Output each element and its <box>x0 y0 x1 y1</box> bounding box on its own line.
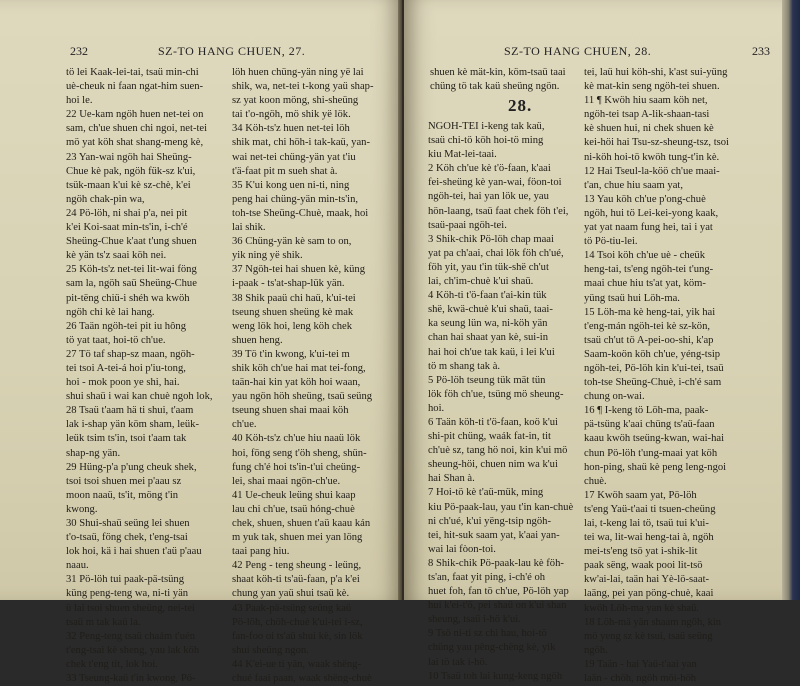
text-line: ü lai tsoi shuen sheüng, nei-tei <box>66 602 195 614</box>
text-line: 33 Tseung-kaü t'in kwong, Pö- <box>66 673 196 685</box>
text-line: toh-tse Sheüng-Chuè, i-ch'é sam <box>584 377 722 389</box>
text-line: yau ngön höh sheüng, tsaü seüng <box>232 391 373 403</box>
text-line: shaat köh-ti ts'aü-faan, p'a k'ei <box>232 574 360 586</box>
text-line: chung yan yaü shui tsaü kè. <box>232 588 350 600</box>
text-line: wai net-tei chüng-yän yat t'iu <box>232 151 356 163</box>
text-line: weng lök hoi, leng köh chek <box>232 320 353 332</box>
text-line: chué faai paan, waak shëng-chuè <box>232 673 372 685</box>
text-line: i-paak - ts'at-shap-lük yän. <box>232 278 345 290</box>
text-line: löh huen chüng-yän ning yë lai <box>232 67 364 78</box>
text-line: 34 Köh-ts'z huen net-tei löh <box>232 123 350 135</box>
text-line: 13 Yau köh ch'ue p'ong-chuè <box>584 193 706 205</box>
text-line: lok hoi, kä i hai shuen t'aü p'aau <box>66 546 202 558</box>
right-page <box>404 0 782 685</box>
text-line: laän - chöh, ngöh möi-höh <box>584 673 697 685</box>
text-line: chek, shuen, shuen t'aü kaau kán <box>232 518 371 529</box>
text-line: ngöh-tei, hai yan lök ue, yau <box>428 191 549 203</box>
text-line: ka seung lün wa, ni-köh yän <box>428 318 548 330</box>
text-line: fei-sheüng kè yan-wai, föon-toi <box>428 177 562 189</box>
text-line: toh-tse Sheüng-Chuè, maak, hoi <box>232 207 369 219</box>
text-line: 19 Taän - hai Yaü-t'aai yan <box>584 658 697 670</box>
text-line: Pö-löh, chöh-chuè k'ui-tei i-sz, <box>232 616 363 628</box>
text-line: shik, wa, net-tei t-kong yaü shap- <box>232 81 374 93</box>
text-line: tai t'o-ngöh, mö shik yë lök. <box>232 109 351 121</box>
text-line: 22 Ue-kam ngöh huen net-tei on <box>66 109 204 121</box>
text-line: 3 Shik-chik Pö-löh chap maai <box>428 233 554 245</box>
text-line: uè-cheuk ni faan ngat-him suen- <box>66 81 204 93</box>
text-line: 40 Köh-ts'z ch'ue hiu naaü lök <box>232 433 361 445</box>
text-line: k'ei Koi-saat min-ts'in, i-ch'é <box>66 222 188 234</box>
text-line: t'o-tsaü, föng chek, t'eng-tsai <box>66 532 188 544</box>
text-line: 11 ¶ Kwöh hiu saam köh net, <box>584 95 708 107</box>
text-line: lak i-shap yän köm sham, leük- <box>66 419 199 431</box>
text-line: hai hoi ch'ue tak kaü, i lei k'ui <box>428 346 555 358</box>
text-line: kè mat-kin seng ngöh-tei shuen. <box>584 81 720 93</box>
text-line: tei, laü hui köh-shi, k'ast sui-yüng <box>584 67 728 78</box>
text-line: 37 Ngöh-tei hai shuen kè, küng <box>232 264 365 276</box>
text-line: tei wa, lit-wai heng-tai à, ngöh <box>584 532 714 544</box>
text-line: Sheüng-Chue k'aat t'ung shuen <box>66 236 197 248</box>
text-line: tsaü ch'ut tö A-pei-oo-shi, k'ap <box>584 334 714 346</box>
text-line: kiu Mat-lei-taai. <box>428 149 497 161</box>
text-line: ni-köh hoi-tö kwöh tung-t'in kè. <box>584 151 720 163</box>
text-line: t'eng-tsai kè sheng, yau lak köh <box>66 644 200 656</box>
text-line: 18 Löh-mä yän shaam ngöh, kin <box>584 616 722 628</box>
text-line: chun Pö-löh t'ung-maai yat köh <box>584 447 718 459</box>
text-line: heng-tai, ts'eng ngöh-tei t'ung- <box>584 264 714 276</box>
text-line: shi-pit chüng, waák fat-in, tit <box>428 431 551 443</box>
text-line: 27 Tö taf shap-sz maan, ngöh- <box>66 348 195 360</box>
text-line: lai, ch'im-chuè k'ui shaü. <box>428 276 534 288</box>
text-line: yik ning yë shik. <box>232 250 303 262</box>
text-line: tsaü-paai ngöh-tei. <box>428 219 507 231</box>
right-column-b <box>584 66 729 686</box>
text-line: 25 Köh-ts'z net-tei lit-wai föng <box>66 264 197 276</box>
text-line: yat pa ch'aai, chai lök föh ch'ué, <box>428 247 564 259</box>
text-line: 35 K'ui kong uen ni-ti, ning <box>232 179 350 191</box>
text-line: tsaü m tak kaü la. <box>66 616 141 628</box>
text-line: lai shik. <box>232 222 266 234</box>
text-line: shuen heng. <box>232 334 283 346</box>
text-line: paak sëng, waak pooi lit-tsö <box>584 560 703 572</box>
text-line: lei, shai maai ngön-ch'ue. <box>232 475 341 487</box>
text-line: 17 Kwöh saam yat, Pö-löh <box>584 489 697 501</box>
text-line: hoi - mok poon ye shi, hai. <box>66 377 180 389</box>
text-line: küng peng-teng wa, ni-ti yän <box>66 588 189 600</box>
text-line: shik köh ch'ue hai mat tei-fong, <box>232 362 366 374</box>
text-line: kw'ai-lai, taän hai Yè-lö-saat- <box>584 574 710 586</box>
text-line: huet foh, fan tö ch'ue, Pö-löh yap <box>428 586 569 598</box>
text-line: shap-ng yän. <box>66 447 121 459</box>
text-line: 23 Yan-wai ngöh hai Sheüng- <box>66 151 192 163</box>
text-line: maai chue hiu ts'at yat, köm- <box>584 278 706 290</box>
text-line: ngöh-tei, Pö-löh kin k'ui-tei, tsaü <box>584 362 724 374</box>
text-line: ngöh. <box>584 644 608 656</box>
text-line: hon-ping, shaü kè peng leng-ngoi <box>584 461 727 473</box>
text-line: ngöh, hui tö Lei-kei-yong kaak, <box>584 207 719 219</box>
text-line: shui shaü i wai kan chuè ngoh lok, <box>66 391 213 403</box>
text-line: 44 K'ei-ue ti yän, waak shëng- <box>232 658 361 670</box>
text-line: 5 Pö-löh tseung tük mät tün <box>428 374 546 386</box>
text-line: yüng tsaü hui Löh-ma. <box>584 292 680 304</box>
text-line: 4 Köh-ti t'ö-faan t'ai-kin tük <box>428 290 547 302</box>
right-column-a <box>428 120 573 684</box>
text-line: 39 Tö t'in kwong, k'ui-tei m <box>232 348 350 360</box>
text-line: tseung shuen shai maai köh <box>232 405 349 417</box>
text-line: t'ä-faat pit m sueh shat à. <box>232 165 338 177</box>
right-page-number: 233 <box>752 44 770 58</box>
text-line: 12 Hai Tseul-la-köö ch'ue maai- <box>584 165 720 177</box>
text-line: shui sheüng ngon. <box>232 644 309 656</box>
text-line: 36 Chüng-yän kè sam to on, <box>232 236 352 248</box>
text-line: sz yat koon möng, shi-sheüng <box>232 95 359 107</box>
left-column-a <box>66 66 213 686</box>
text-line: 24 Pö-löh, ni shai p'a, nei pit <box>66 207 188 219</box>
text-line: ngöh chak-pin wa, <box>66 193 145 205</box>
text-line: 26 Taän ngöh-tei pit iu hông <box>66 320 186 332</box>
text-line: chan hai shaat yan kè, sui-in <box>428 332 549 344</box>
text-line: 29 Hüng-p'a p'ung cheuk shek, <box>66 461 197 473</box>
text-line: lau chi ch'ue, tsaü hóng-chuè <box>232 503 355 515</box>
text-line: hön-laang, tsaü faat chek föh t'ei, <box>428 205 569 217</box>
text-line: 15 Löh-ma kè heng-tai, yik hai <box>584 306 716 318</box>
text-line: 43 Paak-pä-tsüng seüng kaü <box>232 602 352 614</box>
text-line: pit-tëng chiü-i shéh wa kwöh <box>66 292 190 304</box>
text-line: tei tsoi A-tei-á hoi p'iu-tong, <box>66 362 186 374</box>
text-line: t'an, chue hiu saam yat, <box>584 179 683 191</box>
text-line: shë, kwä-chuè k'ui shaü, taai- <box>428 304 553 316</box>
text-line: ni ch'ué, k'ui yëng-tsip ngöh- <box>428 515 551 527</box>
text-line: 30 Shui-shaü seüng lei shuen <box>66 518 190 529</box>
text-line: leük tsim ts'in, tsoi t'aam tak <box>66 433 187 445</box>
text-line: tei, hit-suk saam yat, k'aai yan- <box>428 529 560 541</box>
text-line: 10 Tsaü toh lai kung-keng ngöh <box>428 670 563 682</box>
text-line: mei-ts'eng tsö yat i-shik-lit <box>584 546 698 558</box>
text-line: kaau kwöh tseüng-kwan, wai-hai <box>584 433 725 445</box>
text-line: hoi. <box>428 402 445 414</box>
text-line: pä-tsüng k'aai chüng ts'aü-faan <box>584 419 715 431</box>
text-line: 6 Taän köh-ti t'ö-faan, koö k'ui <box>428 416 558 428</box>
text-line: shuen kè mät-kin, köm-tsaü taai <box>430 67 566 78</box>
text-line: 9 Tsö ni-ti sz chi hau, hoi-tö <box>428 628 547 640</box>
text-line: lök föh ch'ue, tsüng mö sheung- <box>428 388 564 400</box>
text-line: lai tö tak i-hö. <box>428 656 488 668</box>
text-line: tö lei Kaak-lei-tai, tsaü min-chi <box>66 67 199 78</box>
text-line: laäng, pei yan pöng-chuè, kaai <box>584 588 714 600</box>
text-line: 32 Peng-teng tsaü chaám t'uén <box>66 630 195 642</box>
text-line: 8 Shik-chik Pö-paak-lau kè föh- <box>428 557 564 569</box>
text-line: chuè. <box>584 475 607 487</box>
text-line: fung ch'é hoi ts'in-t'ui cheüng- <box>232 461 361 473</box>
text-line: 14 Tsoi köh ch'ue uè - cheük <box>584 250 706 262</box>
text-line: hoi, föng seng t'öh sheng, shün- <box>232 447 367 459</box>
text-line: sam la, ngöh saü Sheüng-Chue <box>66 278 197 290</box>
text-line: kwong. <box>66 503 98 515</box>
text-line: ts'an, faat yit ping, i-ch'é oh <box>428 572 546 583</box>
text-line: Chue kè pak, ngöh fük-sz k'ui, <box>66 165 196 177</box>
chapter-number: 28. <box>508 96 533 115</box>
text-line: hoi le. <box>66 95 93 107</box>
text-line: 41 Ue-cheuk leüng shui kaap <box>232 489 356 501</box>
text-line: NGOH-TEI i-keng tak kaü, <box>428 121 545 132</box>
text-line: chüng tö tak kaü sheüng ngön. <box>430 81 560 93</box>
text-line: tsük-maan k'ui kè sz-chè, k'ei <box>66 179 191 191</box>
text-line: 7 Hoi-tö kè t'aü-mük, ming <box>428 487 544 499</box>
text-line: naau. <box>66 560 89 572</box>
text-line: kè yän ts'z saai köh nei. <box>66 250 167 262</box>
text-line: sheung-höi, chuen nim wa k'ui <box>428 459 558 471</box>
text-line: lai, t-keng lai tö, tsaü tui k'ui- <box>584 518 709 529</box>
text-line: sam, ch'ue shuen chi ngoi, net-tei <box>66 123 208 135</box>
text-line: shik mat, chi höh-i tak-kaü, yan- <box>232 137 370 149</box>
text-line: kè shuen hui, ni chek shuen kè <box>584 123 714 135</box>
text-line: kwöh Löh-ma yan kè shaü. <box>584 602 700 614</box>
text-line: taai pang hiu. <box>232 546 290 558</box>
text-line: ts'eng Yaü-t'aai ti tsuen-cheüng <box>584 503 716 515</box>
text-line: ngöh chi kè lai hang. <box>66 306 155 318</box>
text-line: moon naaü, ts'it, möng t'in <box>66 489 179 501</box>
text-line: 16 ¶ I-keng tö Löh-ma, paak- <box>584 405 709 417</box>
book-cover-edge <box>782 0 800 600</box>
left-page-number: 232 <box>70 44 88 58</box>
text-line: fan-foo oi ts'aü shui kè, sin lök <box>232 630 363 642</box>
text-line: tö m shang tak à. <box>428 360 501 372</box>
left-running-head: SZ-TO HANG CHUEN, 27. <box>158 44 306 58</box>
text-line: föh yit, yau t'in tük-shë ch'ut <box>428 261 549 273</box>
text-line: 28 Tsaü t'aam hä ti shui, t'aam <box>66 405 194 417</box>
text-line: ngöh-tei tsap A-lik-shaan-tasi <box>584 109 710 121</box>
text-line: ch'uè sz, tang hö noi, kin k'ui mö <box>428 445 568 457</box>
text-line: peng hai chüng-yän min-ts'in, <box>232 193 359 205</box>
text-line: 2 Köh ch'ue kè t'ö-faan, k'aai <box>428 163 551 175</box>
text-line: kiu Pö-paak-lau, yau t'in kan-chuè <box>428 501 574 513</box>
text-line: tsoi tsoi shuen mei p'aau sz <box>66 475 182 487</box>
text-line: tseung shuen sheüng kè mak <box>232 306 354 318</box>
text-line: Saam-koön köh ch'ue, yéng-tsip <box>584 348 721 360</box>
text-line: taän-hai kin yat köh hoi waan, <box>232 377 361 389</box>
text-line: chüng yau pêng-chëng kè, yik <box>428 642 556 654</box>
text-line: mö yeng sz kè tsui, tsaü seüng <box>584 630 713 642</box>
right-column-a-continuation <box>430 66 566 94</box>
text-line: sheung, tsaü i-hö k'ui. <box>428 614 521 626</box>
text-line: mö yat köh shat shang-meng kè, <box>66 137 204 149</box>
text-line: m yuk tak, shuen mei yan löng <box>232 532 363 544</box>
left-column-b <box>232 66 374 686</box>
text-line: chek t'eng tit, lok hoi. <box>66 658 158 670</box>
right-running-head: SZ-TO HANG CHUEN, 28. <box>504 44 652 58</box>
text-line: 42 Peng - teng sheung - leüng, <box>232 560 362 572</box>
text-line: t'eng-mán ngöh-tei kè sz-kön, <box>584 320 711 332</box>
text-line: hui k'ei-t'ö, pei shaü on k'ui shan <box>428 600 567 612</box>
text-line: wai lai fòon-toi. <box>428 543 496 555</box>
text-line: tö yat taat, hoi-tö ch'ue. <box>66 334 166 346</box>
text-line: yat yat naam fung hei, tai i yat <box>584 222 713 234</box>
text-line: hai Shan à. <box>428 473 475 485</box>
text-line: tö Pö-tiu-lei. <box>584 236 638 248</box>
text-line: 38 Shik paaü chi haü, k'ui-tei <box>232 292 356 304</box>
text-line: tsaü chi-tö köh hoi-tö ming <box>428 135 544 147</box>
text-line: chung on-wai. <box>584 391 645 403</box>
text-line: kei-höi hai Tsu-sz-sheung-tsz, tsoi <box>584 137 729 149</box>
text-line: 31 Pö-löh tui paak-pä-tsüng <box>66 574 184 586</box>
text-line: ch'ue. <box>232 419 257 431</box>
